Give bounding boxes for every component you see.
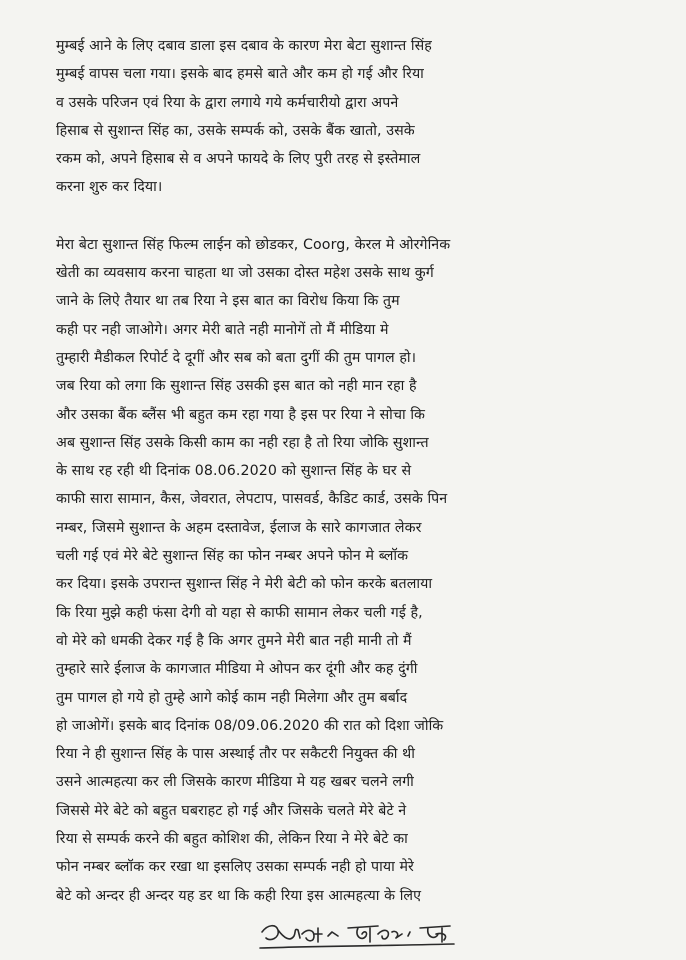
text-line: मुम्बई वापस चला गया। इसके बाद हमसे बाते और कम हो गई और रिया [56, 66, 424, 83]
text-line: खेती का व्यवसाय करना चाहता था जो उसका दोस्त महेश उसके साथ कुर्ग [56, 265, 434, 282]
text-line: तुम्हारे सारे ईलाज के कागजात मीडिया मे ओपन कर दूंगी और कह दुंगी [56, 661, 418, 678]
text-line: जिससे मेरे बेटे को बहुत घबराहट हो गई और जिसके चलते मेरे बेटे ने [56, 802, 407, 819]
text-line: मेरा बेटा सुशान्त सिंह फिल्म लाईन को छोडकर, Coorg, केरल मे ओरगेनिक [56, 236, 451, 253]
text-line: रिया ने ही सुशान्त सिंह के पास अस्थाई तौर पर सकैटरी नियुक्त की थी [56, 746, 415, 763]
text-line: जब रिया को लगा कि सुशान्त सिंह उसकी इस बात को नही मान रहा है [56, 378, 417, 395]
text-line: नम्बर, जिसमे सुशान्त के अहम दस्तावेज, ईलाज के सारे कागजात लेकर [56, 519, 422, 536]
paragraph-1 [56, 32, 646, 202]
text-line: वो मेरे को धमकी देकर गई है कि अगर तुमने मेरी बात नही मानी तो मैं [56, 632, 412, 649]
text-line: हो जाओगें। इसके बाद दिनांक 08/09.06.2020 की रात को दिशा जोकि [56, 717, 444, 734]
text-line: करना शुरु कर दिया। [56, 179, 163, 196]
paragraph-2 [56, 231, 646, 910]
text-line: चली गई एवं मेरे बेटे सुशान्त सिंह का फोन नम्बर अपने फोन मे ब्लॉक [56, 548, 409, 565]
text-line: रिया से सम्पर्क करने की बहुत कोशिश की, लेकिन रिया ने मेरे बेटे का [56, 831, 408, 848]
text-line: तुम पागल हो गये हो तुम्हे आगे कोई काम नही मिलेगा और तुम बर्बाद [56, 689, 408, 706]
paragraph-gap [56, 202, 646, 231]
signature [258, 908, 488, 952]
text-line: उसने आत्महत्या कर ली जिसके कारण मीडिया मे यह खबर चलने लगी [56, 774, 414, 791]
text-line: कही पर नही जाओगे। अगर मेरी बाते नही मानोगें तो मैं मीडिया मे [56, 321, 389, 338]
text-line: बेटे को अन्दर ही अन्दर यह डर था कि कही रिया इस आत्महत्या के लिए [56, 887, 422, 904]
text-line: और उसका बैंक ब्लैंस भी बहुत कम रहा गया है इस पर रिया ने सोचा कि [56, 406, 426, 423]
text-line: कि रिया मुझे कही फंसा देगी वो यहा से काफी सामान लेकर चली गई है, [56, 604, 423, 621]
text-line: हिसाब से सुशान्त सिंह का, उसके सम्पर्क को, उसके बैंक खातो, उसके [56, 122, 415, 139]
text-line: कर दिया। इसके उपरान्त सुशान्त सिंह ने मेरी बेटी को फोन करके बतलाया [56, 576, 433, 593]
text-line: फोन नम्बर ब्लॉक कर रखा था इसलिए उसका सम्पर्क नही हो पाया मेरे [56, 859, 414, 876]
handwritten-signature [258, 908, 488, 952]
text-line: मुम्बई आने के लिए दबाव डाला इस दबाव के कारण मेरा बेटा सुशान्त सिंह [56, 38, 432, 54]
text-line: व उसके परिजन एवं रिया के द्वारा लगाये गये कर्मचारीयो द्वारा अपने [56, 94, 399, 111]
text-line: तुम्हारी मैडीकल रिपोर्ट दे दूगीं और सब को बता दुगीं की तुम पागल हो। [56, 349, 417, 366]
text-line: के साथ रह रही थी दिनांक 08.06.2020 को सुशान्त सिंह के घर से [56, 463, 412, 480]
text-line: काफी सारा सामान, कैस, जेवरात, लेपटाप, पासवर्ड, कैडिट कार्ड, उसके पिन [56, 491, 448, 508]
text-line: अब सुशान्त सिंह उसके किसी काम का नही रहा है तो रिया जोकि सुशान्त [56, 434, 429, 451]
text-line: रकम को, अपने हिसाब से व अपने फायदे के लिए पुरी तरह से इस्तेमाल [56, 151, 421, 168]
text-line: जाने के लिऐ तैयार था तब रिया ने इस बात का विरोध किया कि तुम [56, 293, 400, 310]
